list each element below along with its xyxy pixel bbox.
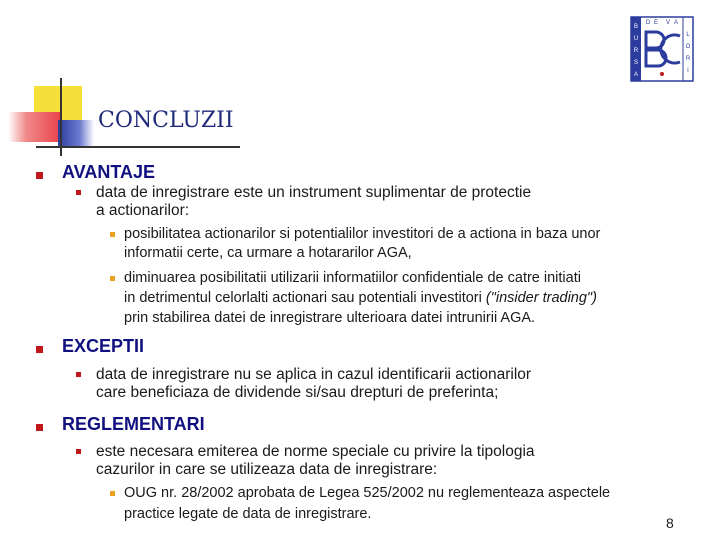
section-heading-reglementari: REGLEMENTARI <box>62 414 205 434</box>
reglementari-subitem1-line2: practice legate de data de inregistrare. <box>124 506 372 522</box>
avantaje-item-line2: a actionarilor: <box>96 202 190 219</box>
svg-text:D: D <box>645 20 651 26</box>
svg-text:U: U <box>633 36 639 42</box>
subitem-bullet <box>110 232 115 237</box>
decor-red-bar <box>8 112 60 142</box>
svg-text:E: E <box>653 20 659 26</box>
avantaje-subitem2-line2 <box>124 288 597 308</box>
avantaje-item-line1: data de inregistrare este un instrument suplimentar de protectie <box>96 184 532 201</box>
svg-text:R: R <box>633 48 639 54</box>
decor-vertical-line <box>60 78 62 156</box>
subitem-bullet <box>110 491 115 496</box>
svg-text:B: B <box>633 24 639 30</box>
item-bullet <box>76 372 81 377</box>
section-bullet <box>36 424 43 431</box>
svg-text:A: A <box>633 72 639 78</box>
section-bullet <box>36 346 43 353</box>
avantaje-subitem1-line1: posibilitatea actionarilor si potentialilor investitori de a actiona in baza unor <box>124 226 601 242</box>
reglementari-item-line1: este necesara emiterea de norme speciale cu privire la tipologia <box>96 443 535 460</box>
svg-text:O: O <box>685 44 691 50</box>
item-bullet <box>76 449 81 454</box>
subitem-bullet <box>110 276 115 281</box>
section-bullet <box>36 172 43 179</box>
section-heading-avantaje: AVANTAJE <box>62 162 156 182</box>
exceptii-item-line2: care beneficiaza de dividende si/sau drepturi de preferinta; <box>96 384 499 401</box>
svg-text:V: V <box>665 20 671 26</box>
svg-text:A: A <box>673 20 679 26</box>
avantaje-subitem1-line2: informatii certe, ca urmare a hotararilor AGA, <box>124 245 412 261</box>
reglementari-subitem1-line1: OUG nr. 28/2002 aprobata de Legea 525/2002 nu reglementeaza aspectele <box>124 485 611 501</box>
decor-blue-bar <box>58 120 94 146</box>
decor-horizontal-line <box>36 146 240 148</box>
section-heading-exceptii: EXCEPTII <box>62 336 145 356</box>
reglementari-item-line2: cazurilor in care se utilizeaza data de inregistrare: <box>96 461 438 478</box>
slide-title: CONCLUZII <box>98 108 234 133</box>
avantaje-subitem2-line1: diminuarea posibilitatii utilizarii informatiilor confidentiale de catre initiati <box>124 270 581 286</box>
exceptii-item-line1: data de inregistrare nu se aplica in cazul identificarii actionarilor <box>96 366 532 383</box>
avantaje-subitem2-line3: prin stabilirea datei de inregistrare ulterioara datei intrunirii AGA. <box>124 310 536 326</box>
bvb-logo-icon <box>630 16 694 82</box>
svg-text:I: I <box>687 68 689 74</box>
avantaje-subitem2-line2a: in detrimentul celorlalti actionari sau potentiali investitori <box>124 290 486 306</box>
page-number: 8 <box>666 515 674 531</box>
svg-text:R: R <box>685 56 691 62</box>
item-bullet <box>76 190 81 195</box>
insider-trading-text: ("insider trading") <box>485 290 597 306</box>
svg-text:S: S <box>633 60 639 66</box>
svg-text:L: L <box>686 32 690 38</box>
